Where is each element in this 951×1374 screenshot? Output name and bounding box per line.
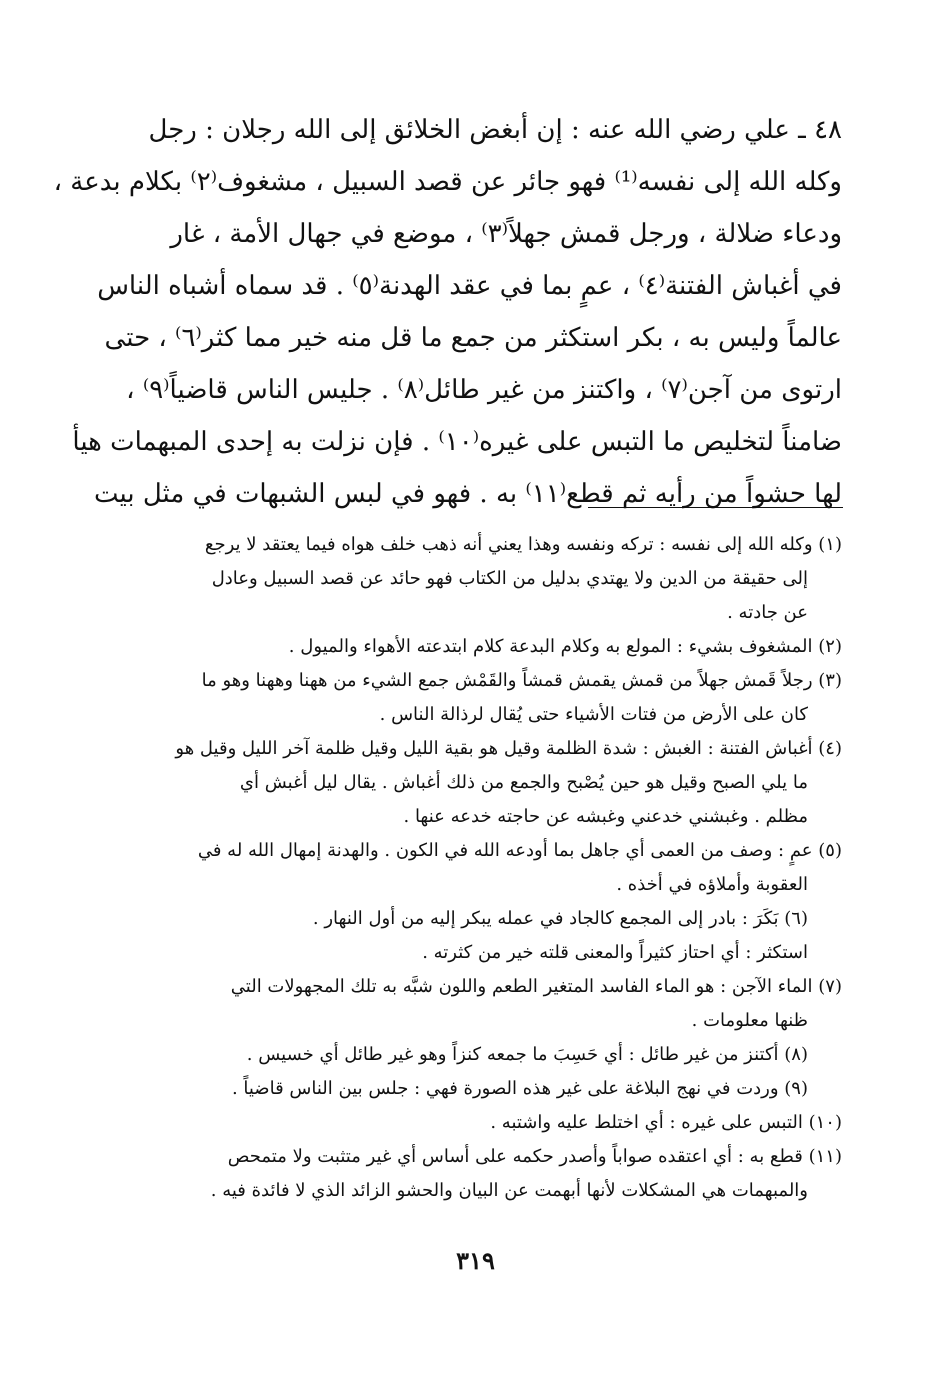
- footnote-line: (٢) المشغوف بشيء : المولع به وكلام البدعة كلام ابتدعته الأهواء والميول .: [288, 636, 842, 657]
- footnote: [130, 970, 842, 1038]
- footnote: [130, 664, 842, 732]
- main-text-line: ودعاء ضلالة ، ورجل قمش جهلاً⁽٣⁾ ، موضع في جهال الأمة ، غار: [170, 219, 842, 249]
- footnote: [130, 1106, 842, 1140]
- footnote-line: (١) وكله الله إلى نفسه : تركه ونفسه وهذا يعني أنه ذهب خلف هواه فيما يعتقد لا يرجع: [204, 534, 842, 555]
- main-text-block: [53, 104, 842, 520]
- footnote-line: مظلم . وغبشني خدعني وغبشه عن حاجته خدعه عنها .: [403, 806, 808, 827]
- footnote-separator: [588, 507, 843, 508]
- footnote: [130, 1072, 842, 1106]
- footnote: [130, 834, 842, 902]
- main-text-line: ضامناً لتخليص ما التبس على غيره⁽١٠⁾ . فإن نزلت به إحدى المبهمات هيأ: [72, 427, 842, 457]
- footnote-line: كان على الأرض من فتات الأشياء حتى يُقال لرذالة الناس .: [379, 704, 808, 725]
- footnote-line: (٥) عمٍ : وصف من العمى أي جاهل بما أودعه الله في الكون . والهدنة إمهال الله له في: [197, 840, 842, 861]
- footnote-line: والمبهمات هي المشكلات لأنها أبهمت عن البيان والحشو الزائد الذي لا فائدة فيه .: [210, 1180, 808, 1201]
- footnote: [130, 1038, 842, 1072]
- main-text-line: ارتوى من آجن⁽٧⁾ ، واكتنز من غير طائل⁽٨⁾ . جليس الناس قاضياً⁽٩⁾ ،: [126, 375, 842, 405]
- footnote: [130, 630, 842, 664]
- footnote: [130, 902, 842, 970]
- footnote-line: (١٠) التبس على غيره : أي اختلط عليه واشتبه .: [490, 1112, 842, 1133]
- main-text-line: ٤٨ ـ علي رضي الله عنه : إن أبغض الخلائق إلى الله رجلان : رجل: [148, 115, 842, 145]
- main-text-line: عالماً وليس به ، بكر استكثر من جمع ما قل منه خير مما كثر⁽٦⁾ ، حتى: [104, 323, 842, 353]
- footnote-line: (٩) وردت في نهج البلاغة على غير هذه الصورة فهي : جلس بين الناس قاضياً .: [231, 1078, 808, 1099]
- footnote-line: (٧) الماء الآجن : هو الماء الفاسد المتغير الطعم واللون شبَّه به تلك المجهولات التي: [230, 976, 842, 997]
- main-text-line: لها حشواً من رأيه ثم قطع⁽١١⁾ به . فهو في لبس الشبهات في مثل بيت: [93, 479, 842, 509]
- footnote-line: إلى حقيقة من الدين ولا يهتدي بدليل من الكتاب فهو حائد عن قصد السبيل وعادل: [211, 568, 808, 589]
- footnote-line: (٣) رجلاً قَمش جهلاً من قمش يقمش قمشاً والقَمْش جمع الشيء من ههنا وههنا وهو ما: [201, 670, 842, 691]
- main-text-line: في أغباش الفتنة⁽٤⁾ ، عمٍ بما في عقد الهدنة⁽٥⁾ . قد سماه أشباه الناس: [97, 271, 842, 301]
- footnote: [130, 528, 842, 630]
- footnote-line: (٤) أغباش الفتنة : الغبش : شدة الظلمة وقيل هو بقية الليل وقيل ظلمة آخر الليل وقيل هو: [175, 738, 842, 759]
- footnote-line: (٨) أكتنز من غير طائل : أي حَسِبَ ما جمعه كنزاً وهو غير طائل أي خسيس .: [246, 1044, 808, 1065]
- footnote-line: (٦) بَكَرَ : بادر إلى المجمع كالجاد في عمله يبكر إليه من أول النهار .: [312, 908, 808, 929]
- footnote-line: استكثر : أي احتاز كثيراً والمعنى قلته خير من كثرته .: [422, 942, 808, 963]
- main-text-line: وكله الله إلى نفسه⁽¹⁾ فهو جائر عن قصد السبيل ، مشغوف⁽٢⁾ بكلام بدعة ،: [53, 167, 842, 197]
- footnote-line: العقوبة وأملاؤه في أخذه .: [616, 874, 808, 895]
- footnote: [130, 732, 842, 834]
- footnote-line: ما يلي الصبح وقيل هو حين يُصْبح والجمع من ذلك أغباش . يقال ليل أغبش أي: [239, 772, 808, 793]
- footnotes-block: [130, 528, 842, 1208]
- page-number: ٣١٩: [456, 1246, 495, 1275]
- footnote-line: ظنها معلومات .: [691, 1010, 808, 1031]
- footnote-line: عن جادته .: [727, 602, 808, 623]
- footnote: [130, 1140, 842, 1208]
- footnote-line: (١١) قطع به : أي اعتقده صواباً وأصدر حكمه على أساس أي غير متثبت ولا متمحص: [227, 1146, 842, 1167]
